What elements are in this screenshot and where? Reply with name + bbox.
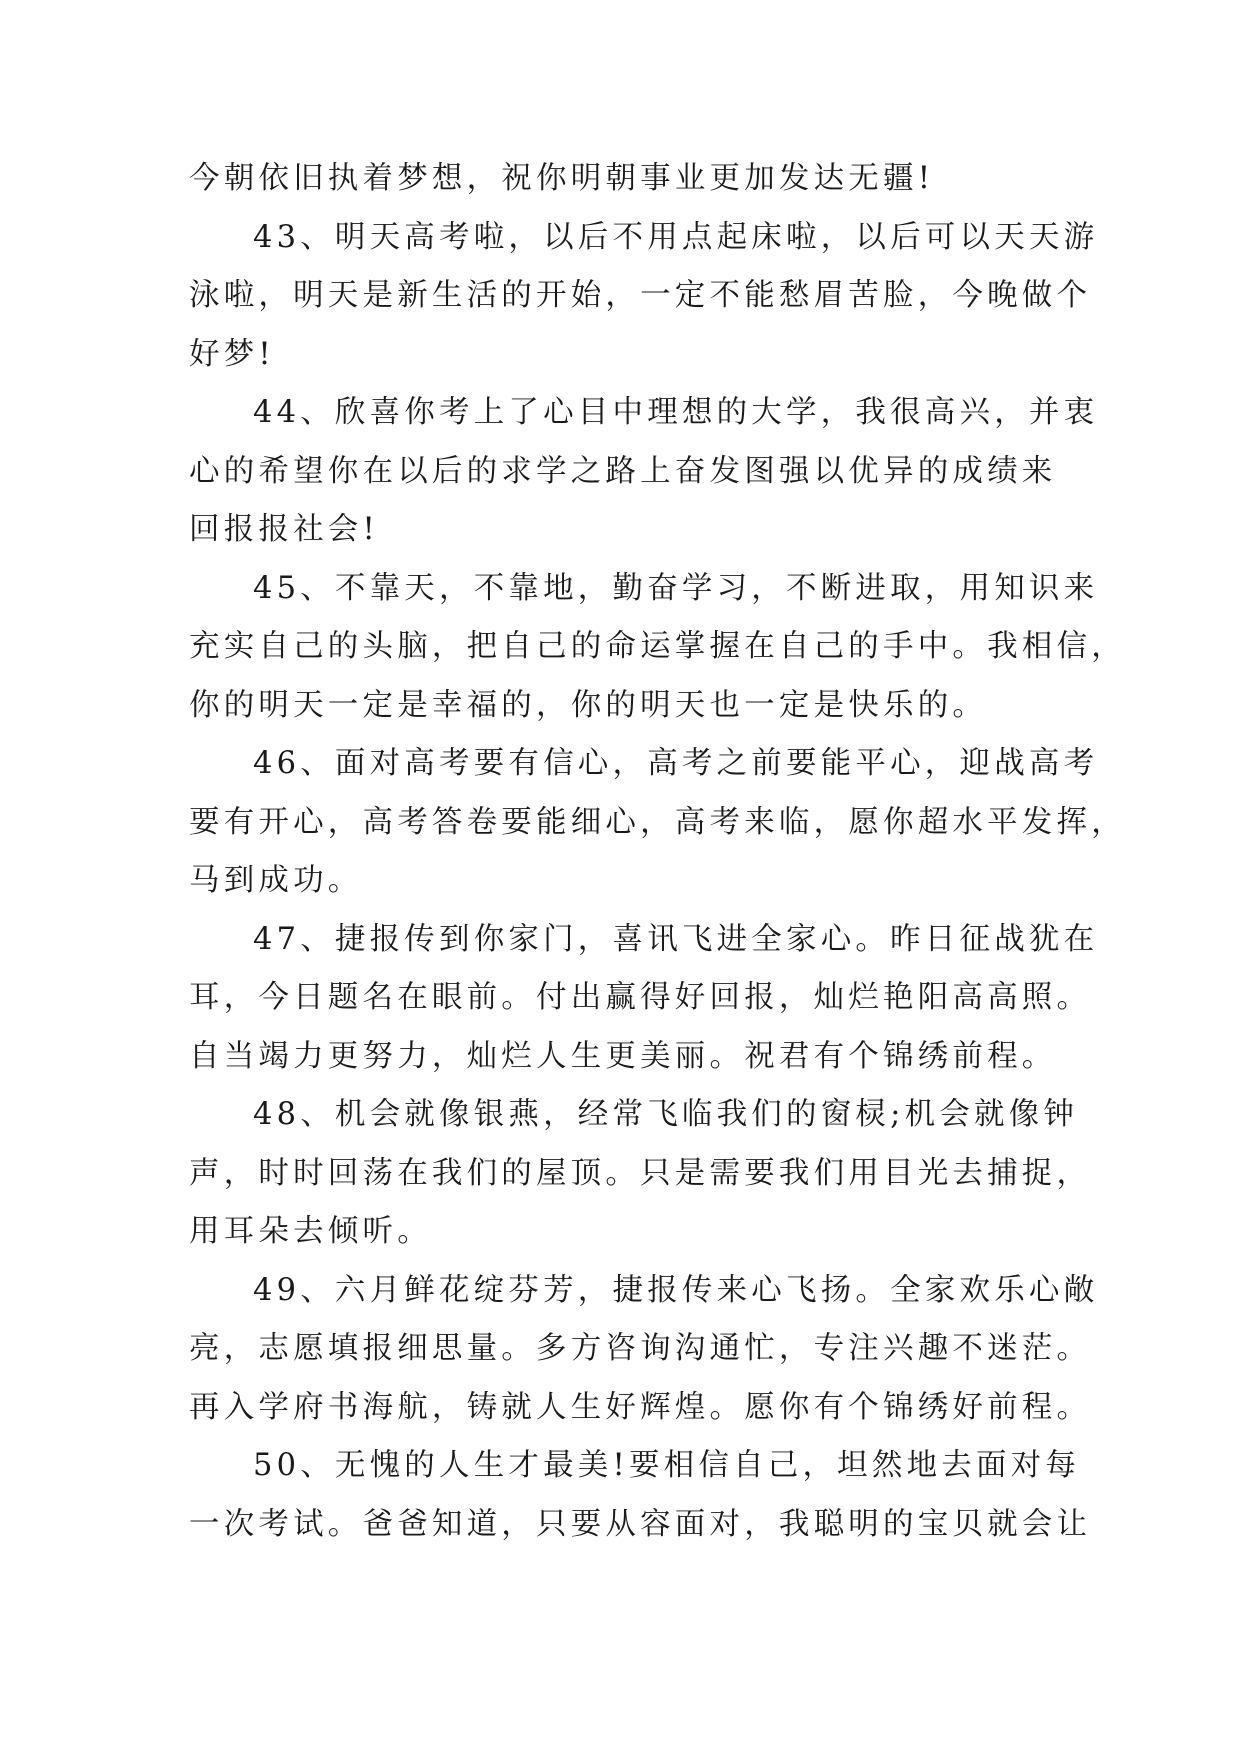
text-line: 回报报社会! (189, 512, 379, 547)
text-line: 泳啦，明天是新生活的开始，一定不能愁眉苦脸，今晚做个 (189, 278, 1092, 313)
text-line: 一次考试。爸爸知道，只要从容面对，我聪明的宝贝就会让 (189, 1506, 1092, 1542)
paragraph-46-line: 46、面对高考要有信心，高考之前要能平心，迎战高考 (253, 746, 1099, 781)
text-line: 你的明天一定是幸福的，你的明天也一定是快乐的。 (189, 687, 988, 723)
text-line: 充实自己的头脑，把自己的命运掌握在自己的手中。我相信， (189, 629, 1126, 664)
text-line: 耳，今日题名在眼前。付出赢得好回报，灿烂艳阳高高照。 (189, 980, 1092, 1015)
text-line: 声，时时回荡在我们的屋顶。只是需要我们用目光去捕捉， (189, 1155, 1092, 1191)
paragraph-50-line: 50、无愧的人生才最美!要相信自己，坦然地去面对每 (253, 1448, 1081, 1483)
paragraph-43-line: 43、明天高考啦，以后不用点起床啦，以后可以天天游 (253, 219, 1099, 255)
paragraph-45-line: 45、不靠天，不靠地，勤奋学习，不断进取，用知识来 (253, 570, 1099, 606)
text-line: 要有开心，高考答卷要能细心，高考来临，愿你超水平发挥， (189, 804, 1126, 840)
text-line: 马到成功。 (189, 863, 363, 898)
text-line: 亮，志愿填报细思量。多方咨询沟通忙，专注兴趣不迷茫。 (189, 1331, 1092, 1366)
text-line: 好梦! (189, 336, 275, 372)
paragraph-47-line: 47、捷报传到你家门，喜讯飞进全家心。昨日征战犹在 (253, 921, 1099, 957)
text-line: 再入学府书海航，铸就人生好辉煌。愿你有个锦绣好前程。 (189, 1389, 1092, 1425)
paragraph-49-line: 49、六月鲜花绽芬芳，捷报传来心飞扬。全家欢乐心敞 (253, 1272, 1099, 1308)
paragraph-44-line: 44、欣喜你考上了心目中理想的大学，我很高兴，并衷 (253, 395, 1099, 430)
text-line: 用耳朵去倾听。 (189, 1214, 432, 1249)
paragraph-48-line: 48、机会就像银燕，经常飞临我们的窗棂;机会就像钟 (253, 1097, 1079, 1132)
text-line: 自当竭力更努力，灿烂人生更美丽。祝君有个锦绣前程。 (189, 1038, 1057, 1074)
document-body (189, 150, 1126, 1554)
text-line: 今朝依旧执着梦想，祝你明朝事业更加发达无疆! (189, 161, 935, 196)
text-line: 心的希望你在以后的求学之路上奋发图强以优异的成绩来 (189, 453, 1057, 489)
